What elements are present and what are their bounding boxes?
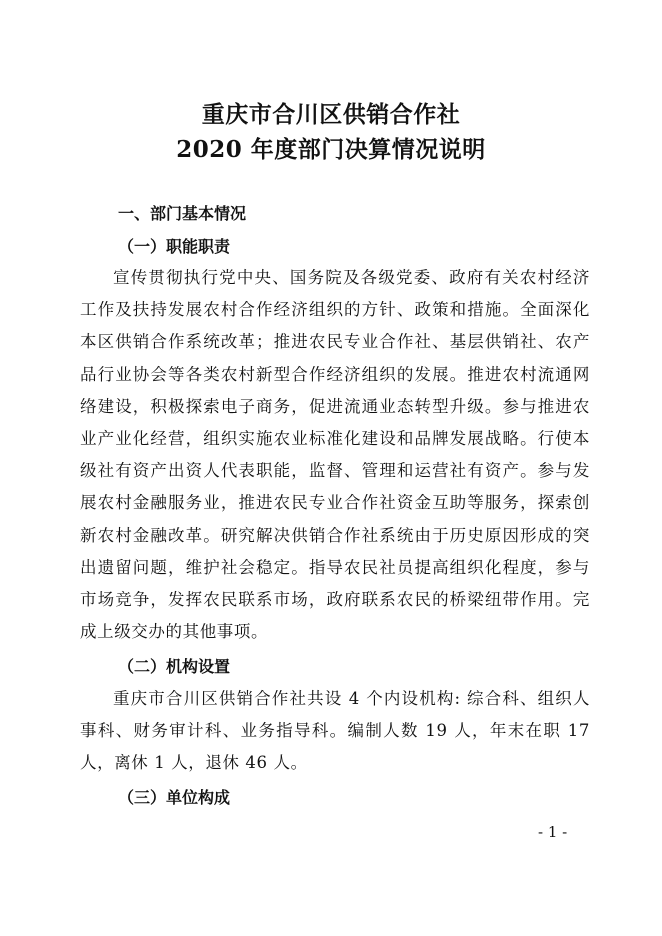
subsection-heading-functions: （一）职能职责	[118, 237, 231, 256]
functions-paragraph: 宣传贯彻执行党中央、国务院及各级党委、政府有关农村经济工作及扶持发展农村合作经济组织的方针、政策和措施。全面深化本区供销合作系统改革；推进农民专业合作社、基层供销社、农产品行业协会等各类农村新型合作经济组织的发展。推进农村流通网络建设，积极探索电子商务，促进流通业态转型升级。参与推进农业产业化经营，组织实施农业标准化建设和品牌发展战略。行使本级社有资产出资人代表职能，监督、管理和运营社有资产。参与发展农村金融服务业，推进农民专业合作社资金互助等服务，探索创新农村金融改革。研究解决供销合作社系统由于历史原因形成的突出遗留问题，维护社会稳定。指导农民社员提高组织化程度，参与市场竞争，发挥农民联系市场，政府联系农民的桥梁纽带作用。完成上级交办的其他事项。	[80, 268, 590, 642]
subsection-heading-unit-composition: （三）单位构成	[118, 788, 231, 807]
document-title-line-2: 2020 年度部门决算情况说明	[176, 136, 486, 163]
subsection-heading-organization: （二）机构设置	[118, 657, 231, 676]
organization-paragraph: 重庆市合川区供销合作社共设 4 个内设机构: 综合科、组织人事科、财务审计科、业务指导科。编制人数 19 人，年末在职 17 人，离休 1 人，退休 46 人。	[80, 689, 590, 773]
section-heading-basic-info: 一、部门基本情况	[118, 204, 247, 223]
document-title-line-1: 重庆市合川区供销合作社	[201, 101, 461, 128]
page-number: - 1 -	[538, 823, 568, 841]
